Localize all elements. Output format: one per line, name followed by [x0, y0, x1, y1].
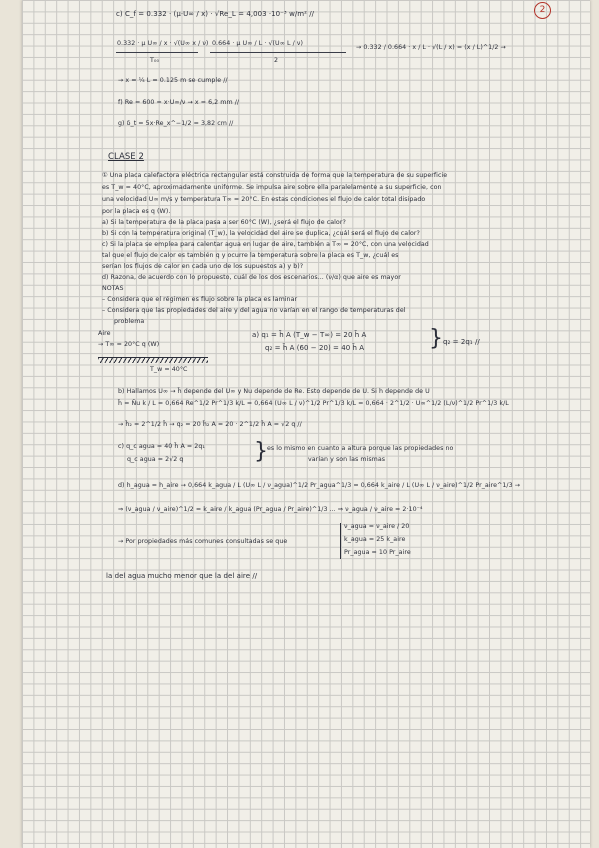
b-answer-line-1: b) Hallamos U∞ → h̄ depende del U∞ y Nu depende de Re. Esto depende de U. Si h depende de U	[118, 388, 430, 395]
properties-note: → Por propiedades más comunes consultadas se que	[118, 538, 288, 545]
figure-tw-label: T_w = 40°C	[150, 366, 188, 373]
fraction-1-denominator: T₀₀	[150, 57, 160, 64]
question-a: a) Si la temperatura de la placa pasa a ser 60°C (W), ¿será el flujo de calor?	[102, 219, 346, 226]
a-answer-result: q₂ = 2q₁ //	[443, 338, 480, 346]
problem-line-1: ① Una placa calefactora eléctrica rectangular está construida de forma que la temperatura de su superficie	[102, 172, 448, 179]
notas-label: NOTAS	[102, 285, 124, 292]
c-brace: }	[254, 439, 268, 464]
g-line: g) δ_t = 5x·Re_x^−1/2 = 3,82 cm //	[118, 120, 234, 127]
nota-2: – Considera que las propiedades del aire y del agua no varían en el rango de temperaturas del	[102, 307, 406, 314]
question-c-line-3: serían los flujos de calor en cada uno de los supuestos a) y b)?	[102, 263, 304, 270]
a-answer-line-2: q₂ = h̄ A (60 − 20) = 40 h̄ A	[265, 344, 365, 352]
b-answer-line-2: h̄ = N̄u k / L = 0,664 Re^1/2 Pr^1/3 k/L = 0,664 (U∞ L / ν)^1/2 Pr^1/3 k/L = 0,664 · 2^1/2 · U∞^1/2 (L/ν)^1/2 Pr^1/3 k/L	[118, 400, 509, 407]
fraction-1-bar	[116, 52, 198, 53]
x-result-line: → x = ¼ L = 0.125 m se cumple //	[118, 77, 228, 84]
properties-bracket	[340, 523, 341, 559]
question-d: d) Razona, de acuerdo con lo propuesto, cuál de los dos escenarios... (ν/α) que aire es mayor	[102, 274, 401, 281]
c-answer-line-2: q_c agua = 2√2 q	[127, 456, 184, 463]
fraction-1: 0.332 · μ U∞ / x · √(U∞ x / ν)	[117, 40, 209, 47]
fraction-2: 0.664 · μ U∞ / L · √(U∞ L / ν)	[212, 40, 303, 47]
fraction-3: → 0.332 / 0.664 · x / L · √(L / x) = (x / L)^1/2 →	[356, 44, 506, 51]
a-answer-line-1: a) q₁ = h̄ A (T_w − T∞) = 20 h̄ A	[252, 331, 367, 339]
conclusion-line: la del agua mucho menor que la del aire //	[106, 572, 258, 580]
a-brace: }	[429, 326, 443, 351]
c-answer-line-1: c) q_c agua = 40 h̄ A = 2q₁	[118, 443, 205, 450]
property-k: k_agua = 25 k_aire	[344, 536, 406, 543]
class-heading: CLASE 2	[108, 152, 144, 162]
notebook-page	[22, 0, 590, 848]
d-answer-line-1: d) h_agua = h_aire → 0,664 k_agua / L (U∞ L / ν_agua)^1/2 Pr_agua^1/3 = 0,664 k_aire / L (U∞ L / ν_aire)^1/2 Pr_aire^1/3 →	[118, 482, 521, 489]
nota-3: problema	[114, 318, 145, 325]
problem-line-3: una velocidad U∞ m/s y temperatura T∞ = 20°C. En estas condiciones el flujo de calor total disipado	[102, 196, 426, 203]
property-nu: ν_agua = ν_aire / 20	[344, 523, 410, 530]
figure-aire-label: Aire	[98, 330, 111, 337]
c-answer-note-1: es lo mismo en cuanto a altura porque las propiedades no	[267, 445, 454, 452]
problem-line-4: por la placa es q (W).	[102, 208, 171, 215]
figure-flow-label: → T∞ = 20°C q (W)	[98, 341, 160, 348]
d-answer-line-2: ⇒ (ν_agua / ν_aire)^1/2 = k_aire / k_agua (Pr_agua / Pr_aire)^1/3 ... ⇒ ν_agua / ν_aire = 2·10⁻⁴	[118, 506, 423, 513]
fraction-2-denominator: 2	[274, 57, 279, 64]
nota-1: – Considera que el régimen es flujo sobre la placa es laminar	[102, 296, 298, 303]
c-header-line: c) C_f = 0.332 · (μ·U∞ / x) · √Re_L = 4,003 ·10⁻³ w/m² //	[116, 10, 315, 18]
problem-line-2: es T_w = 40°C, aproximadamente uniforme. Se impulsa aire sobre ella paralelamente a su superficie, con	[102, 184, 442, 191]
question-c-line-2: tal que el flujo de calor es también q y ocurre la temperatura sobre la placa es T_w, ¿cuál es	[102, 252, 399, 259]
page-number-circle: 2	[534, 2, 551, 19]
plate-hatching	[98, 358, 208, 363]
b-answer-line-3: → h̄₂ = 2^1/2 h̄ → q₂ = 20 h̄₂ A = 20 · 2^1/2 h̄ A = √2 q //	[118, 421, 302, 428]
question-c-line-1: c) Si la placa se emplea para calentar agua en lugar de aire, también a T∞ = 20°C, con una velocidad	[102, 241, 429, 248]
f-line: f) Re = 600 = x·U∞/ν → x = 6,2 mm //	[118, 99, 240, 106]
property-pr: Pr_agua = 10 Pr_aire	[344, 549, 411, 556]
c-answer-note-2: varían y son las mismas	[308, 456, 386, 463]
fraction-2-bar	[210, 52, 346, 53]
question-b: b) Si con la temperatura original (T_w), la velocidad del aire se duplica, ¿cuál será el flujo de calor?	[102, 230, 420, 237]
